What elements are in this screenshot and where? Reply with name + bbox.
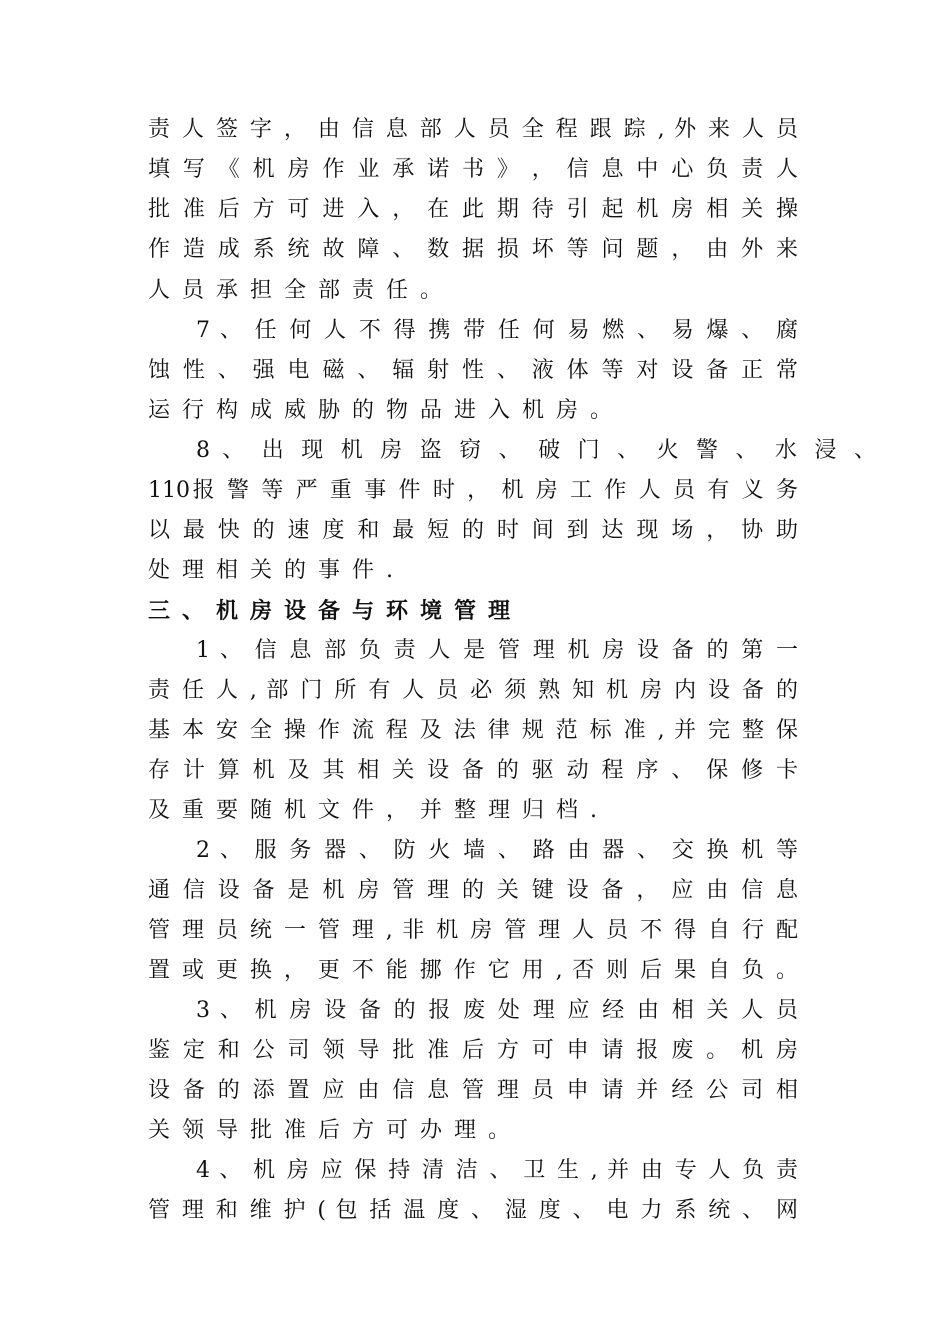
text-line: 设 备 的 添 置 应 由 信 息 管 理 员 申 请 并 经 公 司 相 xyxy=(148,1078,798,1103)
paragraph-start-line: 4 、 机 房 应 保 持 清 洁 、 卫 生 , 并 由 专 人 负 责 xyxy=(196,1158,798,1183)
text-line: 鉴 定 和 公 司 领 导 批 准 后 方 可 申 请 报 废 。 机 房 xyxy=(148,1038,798,1063)
text-line: 通 信 设 备 是 机 房 管 理 的 关 键 设 备 ， 应 由 信 息 xyxy=(148,878,798,903)
text-line: 责 人 签 字 ， 由 信 息 部 人 员 全 程 跟 踪 , 外 来 人 员 xyxy=(148,117,798,142)
text-line: 责 任 人 , 部 门 所 有 人 员 必 须 熟 知 机 房 内 设 备 的 xyxy=(148,678,798,703)
text-line: 110报 警 等 严 重 事 件 时 ， 机 房 工 作 人 员 有 义 务 xyxy=(148,478,798,503)
paragraph-start-line: 7 、 任 何 人 不 得 携 带 任 何 易 燃 、 易 爆 、 腐 xyxy=(196,318,798,343)
text-line: 置 或 更 换 ， 更 不 能 挪 作 它 用 , 否 则 后 果 自 负 。 xyxy=(148,958,798,983)
text-line: 管 理 员 统 一 管 理 , 非 机 房 管 理 人 员 不 得 自 行 配 xyxy=(148,918,798,943)
paragraph-start-line: 1 、 信 息 部 负 责 人 是 管 理 机 房 设 备 的 第 一 xyxy=(196,638,798,663)
text-line: 基 本 安 全 操 作 流 程 及 法 律 规 范 标 准 , 并 完 整 保 xyxy=(148,718,798,743)
text-line: 批 准 后 方 可 进 入 ， 在 此 期 待 引 起 机 房 相 关 操 xyxy=(148,197,798,222)
paragraph-start-line: 8 、 出 现 机 房 盗 窃 、 破 门 、 火 警 、 水 浸 、 xyxy=(196,438,876,463)
text-line: 人员承担全部责任。 xyxy=(148,278,455,303)
text-line: 及重要随机文件，并整理归档. xyxy=(148,798,609,823)
text-line: 以 最 快 的 速 度 和 最 短 的 时 间 到 达 现 场 ， 协 助 xyxy=(148,518,798,543)
paragraph-start-line: 2 、 服 务 器 、 防 火 墙 、 路 由 器 、 交 换 机 等 xyxy=(196,838,798,863)
section-heading: 三、机房设备与环境管理 xyxy=(148,598,523,624)
text-line: 运行构成威胁的物品进入机房。 xyxy=(148,398,625,423)
paragraph-start-line: 3 、 机 房 设 备 的 报 废 处 理 应 经 由 相 关 人 员 xyxy=(196,998,798,1023)
text-line: 蚀 性 、 强 电 磁 、 辐 射 性 、 液 体 等 对 设 备 正 常 xyxy=(148,358,798,383)
text-line: 处理相关的事件. xyxy=(148,558,405,583)
text-line: 作 造 成 系 统 故 障 、 数 据 损 坏 等 问 题 ， 由 外 来 xyxy=(148,237,798,262)
text-line: 关领导批准后方可办理。 xyxy=(148,1118,523,1143)
text-line: 填 写 《 机 房 作 业 承 诺 书 》 ， 信 息 中 心 负 责 人 xyxy=(148,157,798,182)
text-line: 存 计 算 机 及 其 相 关 设 备 的 驱 动 程 序 、 保 修 卡 xyxy=(148,758,798,783)
text-line: 管 理 和 维 护 ( 包 括 温 度 、 湿 度 、 电 力 系 统 、 网 xyxy=(148,1198,798,1223)
